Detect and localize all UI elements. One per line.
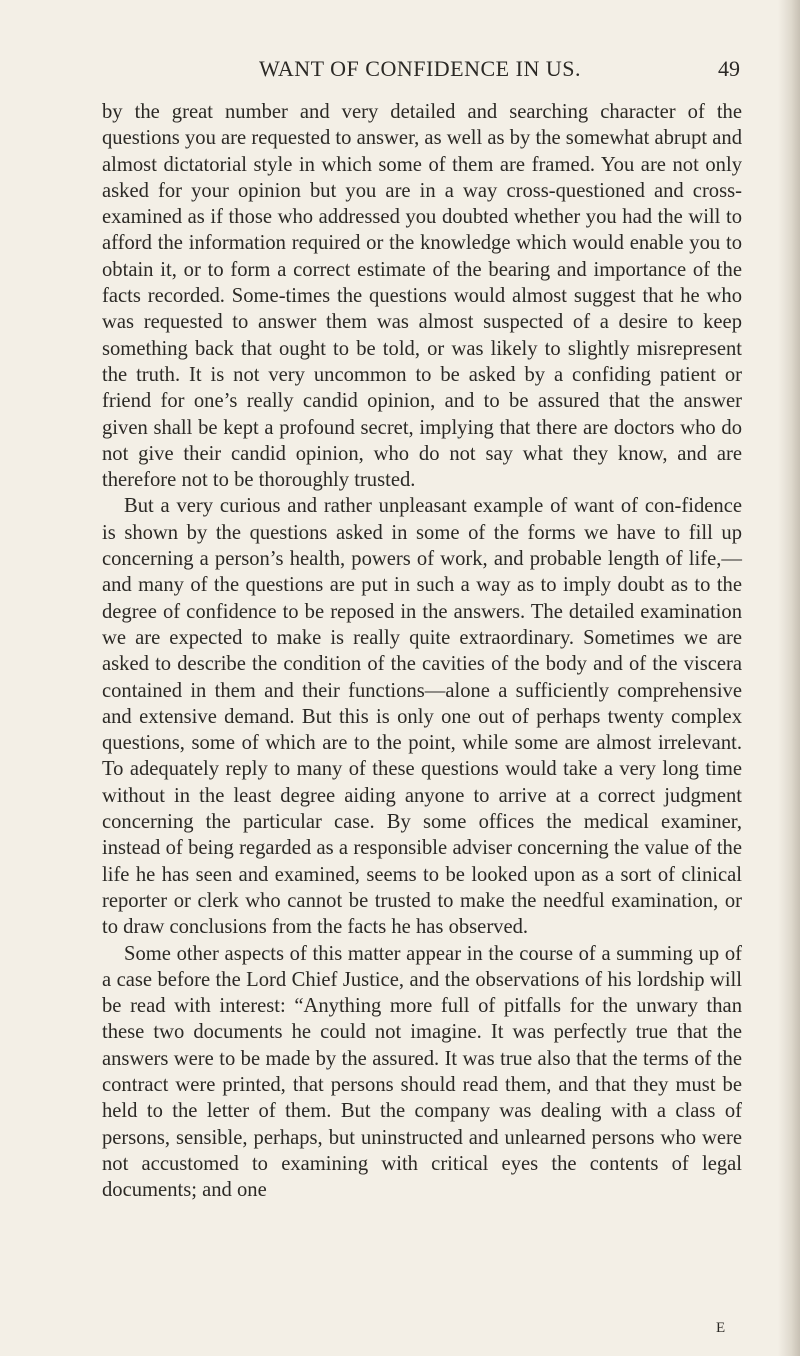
paragraph-3: Some other aspects of this matter appear in the course of a summing up of a case before the Lord Chief Justice, and the observations of his lordship will be read with interest: “Anything more full of pitfalls for the unwary than these two documents he could not imagine. It was perfectly true that the answers were to be made by the assured. It was true also that the terms of the contract were printed, that persons should read them, and that they must be held to the letter of them. But the company was dealing with a class of persons, sensible, perhaps, but uninstructed and unlearned persons who were not accustomed to examining with critical eyes the contents of legal documents; and one	[102, 942, 742, 1202]
page-number: 49	[718, 56, 740, 81]
signature-mark: E	[716, 1320, 726, 1336]
running-title: WANT OF CONFIDENCE IN US.	[259, 56, 581, 81]
body-text	[102, 99, 742, 1203]
paragraph-2: But a very curious and rather unpleasant example of want of con-fidence is shown by the questions asked in some of the forms we have to fill up concerning a person’s health, powers of work, and probable length of life,—and many of the questions are put in such a way as to imply doubt as to the degree of confidence to be reposed in the answers. The detailed examination we are expected to make is really quite extraordinary. Sometimes we are asked to describe the condition of the cavities of the body and of the viscera contained in them and their functions—alone a sufficiently comprehensive and extensive demand. But this is only one out of perhaps twenty complex questions, some of which are to the point, while some are almost irrelevant. To adequately reply to many of these questions would take a very long time without in the least degree aiding anyone to arrive at a correct judgment concerning the particular case. By some offices the medical examiner, instead of being regarded as a responsible adviser concerning the value of the life he has seen and examined, seems to be looked upon as a sort of clinical reporter or clerk who cannot be trusted to make the needful examination, or to draw conclusions from the facts he has observed.	[102, 495, 742, 939]
page-edge-shadow	[778, 0, 800, 1356]
paragraph-1: by the great number and very detailed and searching character of the questions you are requested to answer, as well as by the somewhat abrupt and almost dictatorial style in which some of them are framed. You are not only asked for your opinion but you are in a way cross-questioned and cross-examined as if those who addressed you doubted whether you had the will to afford the information required or the knowledge which would enable you to obtain it, or to form a correct estimate of the bearing and importance of the facts recorded. Some-times the questions would almost suggest that he who was requested to answer them was almost suspected of a desire to keep something back that ought to be told, or was likely to slightly misrepresent the truth. It is not very uncommon to be asked by a confiding patient or friend for one’s really candid opinion, and to be assured that the answer given shall be kept a profound secret, implying that there are doctors who do not give their candid opinion, who do not say what they know, and are therefore not to be thoroughly trusted.	[102, 101, 742, 492]
page-header	[100, 56, 740, 86]
